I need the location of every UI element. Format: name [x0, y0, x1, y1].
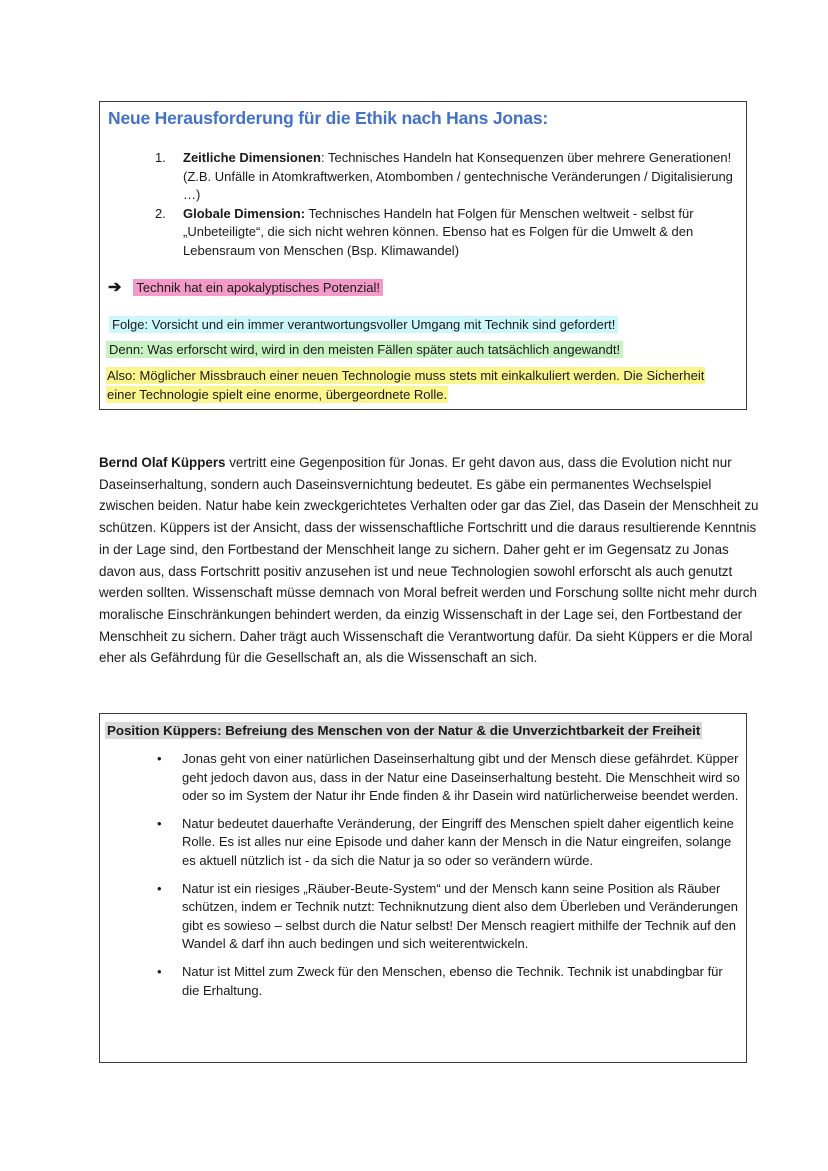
list-item-text: Natur ist Mittel zum Zweck für den Menschen, ebenso die Technik. Technik ist unabdingbar für die Erhaltung.: [182, 963, 723, 998]
list-item-text: Jonas geht von einer natürlichen Daseinserhaltung gibt und der Mensch diese gefährdet. Küpper geht jedoch davon aus, dass in der Natur eine Daseinserhaltung besteht. Die Menschheit wird so oder so im System der Natur ihr Ende finden & ihr Dasein wird natürlicherweise beendet werden.: [182, 751, 740, 804]
list-item: [155, 880, 740, 954]
arrow-right-icon: ➔: [108, 279, 122, 296]
conclusion-highlight: Technik hat ein apokalyptisches Potenzial!: [133, 279, 383, 296]
list-item-heading: Zeitliche Dimensionen: [183, 150, 321, 165]
list-item: [155, 149, 740, 205]
bullet-icon: •: [157, 880, 162, 896]
list-item: [155, 815, 740, 871]
list-item-text: Natur ist ein riesiges „Räuber-Beute-System“ und der Mensch kann seine Position als Räuber schützen, indem er Technik nutzt: Techniknutzung dient also dem Überleben und Veränderungen gibt es sowieso – selbst durch die Natur selbst! Der Mensch reagiert mithilfe der Technik auf den Wandel & darf ihn auch bedingen und sich weiterentwickeln.: [182, 880, 738, 952]
folge-line: [109, 315, 618, 334]
conclusion-row: [108, 277, 383, 297]
list-item-text: Technisches Handeln hat Folgen für Menschen weltweit - selbst für „Unbeteiligte“, die sich nicht wehren können. Ebenso hat es Folgen für die Umwelt & den Lebensraum von Menschen (Bsp. Klimawandel): [183, 205, 694, 258]
list-item: [155, 205, 740, 261]
kuppers-position-list: [155, 750, 740, 1009]
bullet-icon: •: [157, 751, 162, 766]
jonas-box-title: Neue Herausforderung für die Ethik nach Hans Jonas:: [108, 108, 549, 128]
bullet-icon: •: [157, 963, 162, 979]
denn-highlight: Denn: Was erforscht wird, wird in den meisten Fällen später auch tatsächlich angewandt!: [106, 341, 623, 358]
dimensions-list: [155, 149, 740, 260]
also-line: [106, 366, 736, 404]
list-item-heading: Globale Dimension:: [183, 205, 306, 221]
list-item: [155, 963, 740, 1000]
bullet-icon: •: [157, 815, 162, 831]
kuppers-position-title: Position Küppers: Befreiung des Menschen von der Natur & die Unverzichtbarkeit der Freiheit: [107, 723, 701, 738]
kuppers-paragraph: [99, 452, 759, 669]
folge-highlight: Folge: Vorsicht und ein immer verantwortungsvoller Umgang mit Technik sind gefordert!: [109, 316, 618, 333]
jonas-box: [99, 101, 747, 410]
list-number: 1.: [155, 150, 166, 165]
list-item-text: Natur bedeutet dauerhafte Veränderung, der Eingriff des Menschen spielt daher eigentlich keine Rolle. Es ist alles nur eine Episode und daher kann der Mensch in die Natur eingreifen, solange es aktuell nützlich ist - da sich die Natur ja so oder so verändern würde.: [182, 815, 734, 868]
kuppers-name: Bernd Olaf Küppers: [99, 455, 226, 470]
list-item: [155, 750, 740, 806]
also-highlight: Also: Möglicher Missbrauch einer neuen Technologie muss stets mit einkalkuliert werden. Die Sicherheit einer Technologie spielt eine enorme, übergeordnete Rolle.: [107, 368, 705, 402]
denn-line: [106, 340, 623, 359]
kuppers-paragraph-text: vertritt eine Gegenposition für Jonas. Er geht davon aus, dass die Evolution nicht nur Daseinserhaltung, sondern auch Daseinsvernichtung bedeutet. Es gäbe ein permanentes Wechselspiel zwischen beiden. Natur habe kein zweckgerichtetes Verhalten oder gar das Ziel, das Dasein der Menschheit zu schützen. Küppers ist der Ansicht, dass der wissenschaftliche Fortschritt und die daraus resultierende Kenntnis in der Lage sind, den Fortbestand der Menschheit lange zu sichern. Daher geht er im Gegensatz zu Jonas davon aus, dass Fortschritt positiv anzusehen ist und neue Technologien sowohl erforscht als auch genutzt werden sollten. Wissenschaft müsse demnach von Moral befreit werden und Forschung sollte nicht mehr durch moralische Einschränkungen behindert werden, da einzig Wissenschaft in der Lage sei, den Fortbestand der Menschheit zu sichern. Daher trägt auch Wissenschaft die Verantwortung dafür. Da sieht Küppers er die Moral eher als Gefährdung für die Gesellschaft an, als die Wissenschaft an sich.: [99, 455, 759, 666]
list-number: 2.: [155, 205, 166, 221]
list-item-text: : Technisches Handeln hat Konsequenzen über mehrere Generationen! (Z.B. Unfälle in Atomkraftwerken, Atombomben / gentechnische Veränderungen / Digitalisierung …): [183, 150, 733, 202]
kuppers-position-box: [99, 713, 747, 1063]
